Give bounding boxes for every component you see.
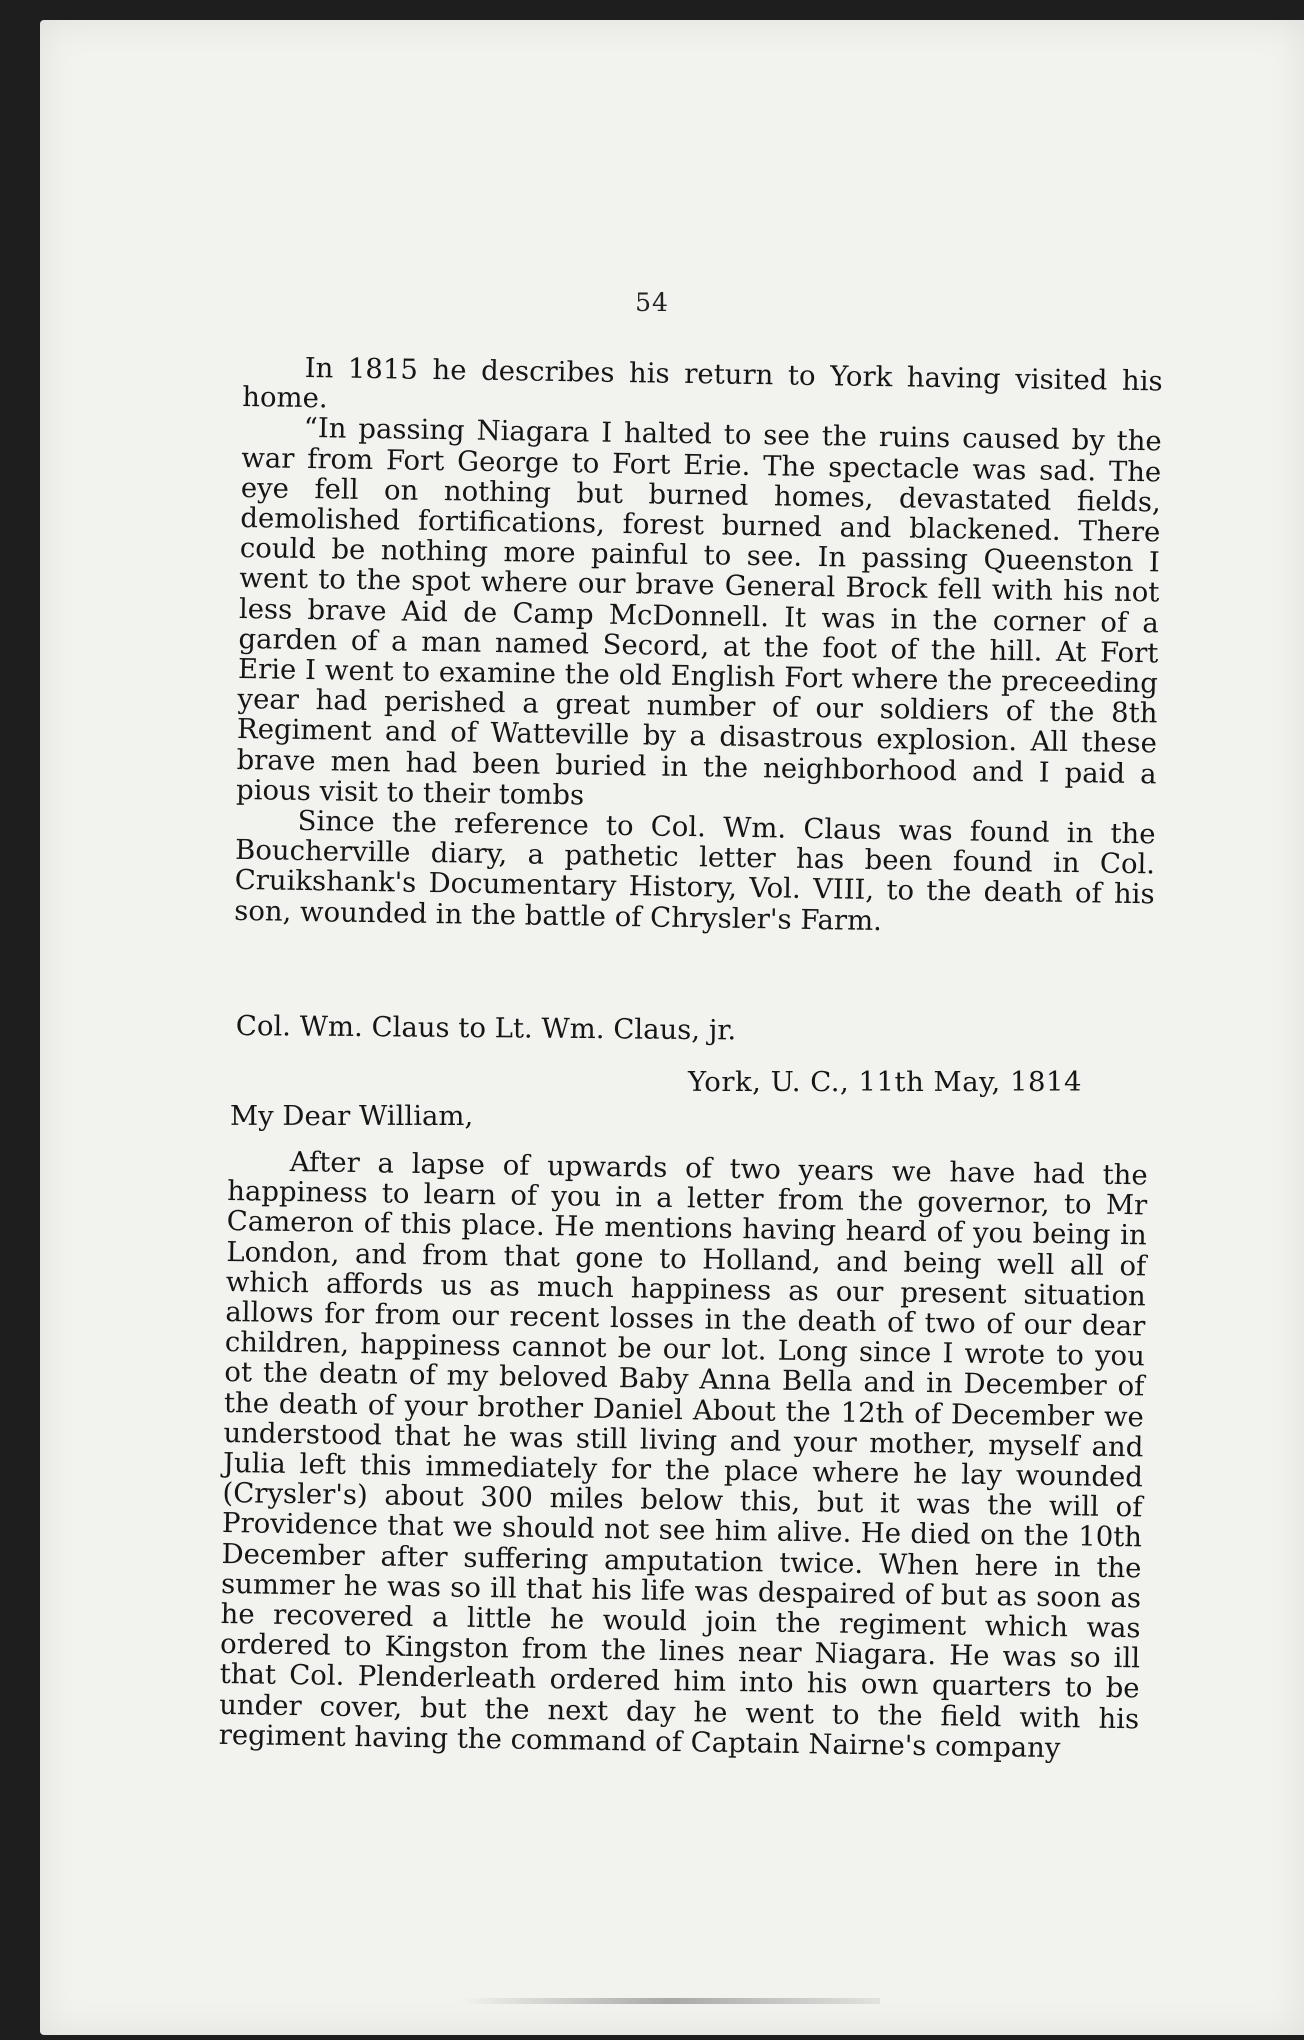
print-smudge bbox=[460, 1998, 880, 2004]
intro-text bbox=[234, 352, 1163, 940]
letter-salutation: My Dear William, bbox=[230, 1100, 474, 1132]
page-number: 54 bbox=[635, 288, 669, 317]
letter-heading: Col. Wm. Claus to Lt. Wm. Claus, jr. bbox=[235, 1010, 737, 1047]
intro-paragraph-3: Since the reference to Col. Wm. Claus was found in the Boucherville diary, a pathetic letter has been found in Col. Cruikshank's Documentary History, Vol. VIII, to the death of his son, wounded in the battle of Chrysler's Farm. bbox=[233, 804, 1156, 937]
intro-paragraph-1: In 1815 he describes his return to York having visited his home. bbox=[242, 351, 1163, 415]
intro-paragraph-2: “In passing Niagara I halted to see the ruins caused by the war from Fort George to Fort Erie. The spectacle was sad. The eye fell on nothing but burned homes, devastated fields, demolished fortifications, forest burned and blackened. There could be nothing more painful to see. In passing Queenston I went to the spot where our brave General Brock fell with his not less brave Aid de Camp McDonnell. It was in the corner of a garden of a man named Secord, at the foot of the hill. At Fort Erie I went to examine the old English Fort where the preceeding year had perished a great number of our soldiers of the 8th Regiment and of Watteville by a disastrous explosion. All these brave men had been buried in the neighborhood and I paid a pious visit to their tombs bbox=[235, 412, 1162, 812]
letter-body bbox=[219, 1146, 1148, 1764]
letter-body-paragraph: After a lapse of upwards of two years we have had the happiness to learn of you in a letter from the governor, to Mr Cameron of this place. He mentions having heard of you being in London, and from that gone to Holland, and being well all of which affords us as much happiness as our present situation allows for from our recent losses in the death of two of our dear children, happiness cannot be our lot. Long since I wrote to you ot the deatn of my beloved Baby Anna Bella and in December of the death of your brother Daniel About the 12th of December we understood that he was still living and your mother, myself and Julia left this immediately for the place where he lay wounded (Crysler's) about 300 miles below this, but it was the will of Providence that we should not see him alive. He died on the 10th December after suffering amputation twice. When here in the summer he was so ill that his life was despaired of but as soon as he recovered a little he would join the regiment which was ordered to Kingston from the lines near Niagara. He was so ill that Col. Plenderleath ordered him into his own quarters to be under cover, but the next day he went to the field with his regiment having the command of Captain Nairne's company bbox=[218, 1145, 1148, 1765]
letter-dateline: York, U. C., 11th May, 1814 bbox=[688, 1066, 1082, 1098]
